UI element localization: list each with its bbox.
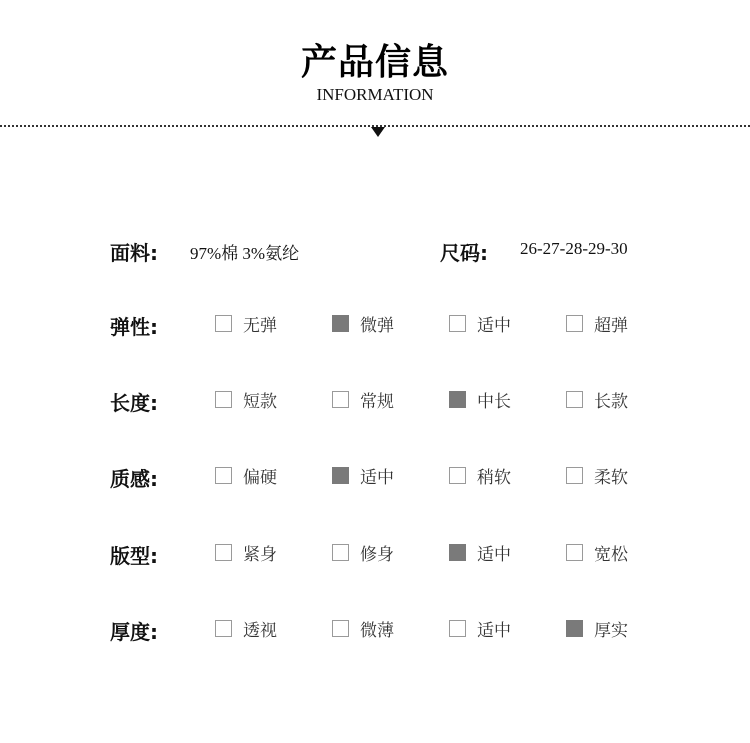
elasticity-label: 弹性: [110,315,158,339]
option-label: 适中 [360,467,394,488]
size-value: 26-27-28-29-30 [520,239,628,258]
texture-option[interactable] [215,465,277,488]
checkbox[interactable] [566,467,583,484]
section-header [0,0,750,150]
option-label: 修身 [360,544,394,565]
checkbox[interactable] [332,544,349,561]
page-subtitle: INFORMATION [316,85,434,104]
checkbox[interactable] [215,544,232,561]
size-label: 尺码: [440,241,488,265]
option-label: 短款 [243,391,277,412]
elasticity-option[interactable] [332,313,394,336]
option-label: 稍软 [477,467,511,488]
option-label: 厚实 [594,620,628,641]
thickness-option[interactable] [332,618,394,641]
length-option[interactable] [215,389,277,412]
option-label: 偏硬 [243,467,277,488]
option-label: 紧身 [243,544,277,565]
length-option[interactable] [332,389,394,412]
checkbox[interactable] [215,467,232,484]
option-label: 中长 [477,391,511,412]
checkbox[interactable] [215,315,232,332]
fit-label: 版型: [110,544,158,568]
checkbox[interactable] [449,620,466,637]
checkbox[interactable] [215,391,232,408]
option-label: 微薄 [360,620,394,641]
checkbox[interactable] [332,315,349,332]
down-arrow-icon [371,127,385,137]
checkbox[interactable] [332,467,349,484]
checkbox[interactable] [449,467,466,484]
texture-row [0,455,750,495]
option-label: 微弹 [360,315,394,336]
fabric-value: 97%棉 3%氨纶 [190,244,300,263]
elasticity-row [0,303,750,343]
texture-label: 质感: [110,467,158,491]
option-label: 常规 [360,391,394,412]
length-row [0,379,750,419]
checkbox[interactable] [215,620,232,637]
thickness-option[interactable] [449,618,511,641]
texture-option[interactable] [332,465,394,488]
checkbox[interactable] [566,315,583,332]
checkbox[interactable] [449,315,466,332]
elasticity-option[interactable] [566,313,628,336]
thickness-label: 厚度: [110,620,158,644]
option-label: 适中 [477,315,511,336]
checkbox[interactable] [332,620,349,637]
texture-option[interactable] [449,465,511,488]
checkbox[interactable] [332,391,349,408]
checkbox[interactable] [449,544,466,561]
fabric-label: 面料: [110,241,158,265]
page-title: 产品信息 [300,42,449,83]
option-label: 无弹 [243,315,277,336]
fit-option[interactable] [566,542,628,565]
option-label: 柔软 [594,467,628,488]
checkbox[interactable] [566,620,583,637]
thickness-option[interactable] [215,618,277,641]
elasticity-option[interactable] [449,313,511,336]
option-label: 适中 [477,544,511,565]
length-label: 长度: [110,391,158,415]
option-label: 超弹 [594,315,628,336]
option-label: 宽松 [594,544,628,565]
length-option[interactable] [566,389,628,412]
length-option[interactable] [449,389,511,412]
fit-option[interactable] [215,542,277,565]
thickness-option[interactable] [566,618,628,641]
elasticity-option[interactable] [215,313,277,336]
fit-row [0,532,750,572]
option-label: 透视 [243,620,277,641]
option-label: 长款 [594,391,628,412]
checkbox[interactable] [566,544,583,561]
thickness-row [0,608,750,648]
texture-option[interactable] [566,465,628,488]
checkbox[interactable] [566,391,583,408]
fabric-size-row [0,229,750,269]
checkbox[interactable] [449,391,466,408]
fit-option[interactable] [449,542,511,565]
fit-option[interactable] [332,542,394,565]
option-label: 适中 [477,620,511,641]
